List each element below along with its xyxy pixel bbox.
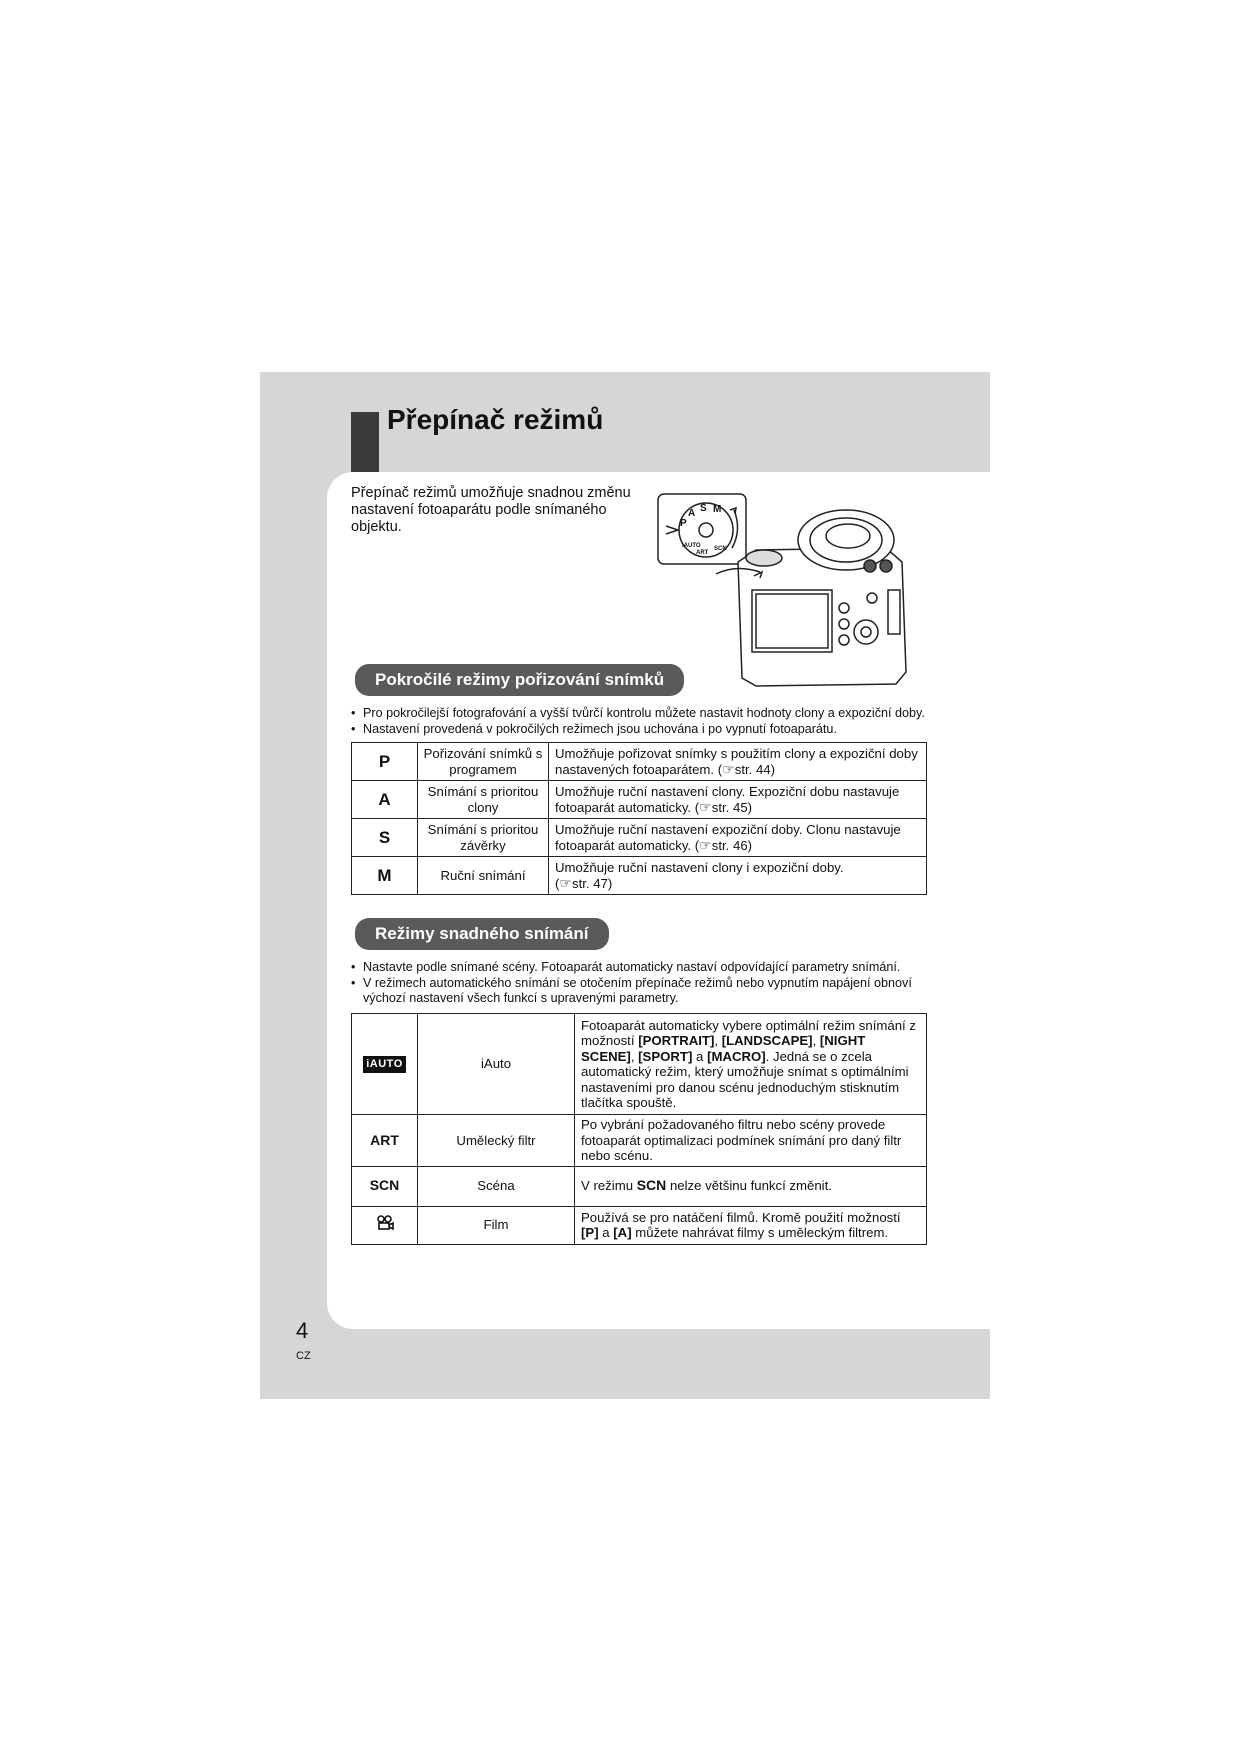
page-reference-icon: ☞ [699, 798, 712, 815]
mode-icon-s: S [352, 819, 418, 857]
easy-bullets [351, 960, 936, 1007]
mode-description: Po vybrání požadovaného filtru nebo scény provede fotoaparát optimalizaci podmínek snímání pro daný filtr nebo scénu. [575, 1115, 927, 1167]
easy-modes-table [351, 1013, 927, 1245]
mode-icon-a: A [352, 781, 418, 819]
table-row [352, 743, 927, 781]
section-heading-advanced: Pokročilé režimy pořizování snímků [355, 664, 684, 696]
art-icon: ART [370, 1131, 399, 1148]
mode-icon-cell [352, 1115, 418, 1167]
table-row [352, 1014, 927, 1115]
mode-description: Umožňuje pořizovat snímky s použitím clony a expoziční doby nastavených fotoaparátem. (☞str. 44) [549, 743, 927, 781]
dial-label-m: M [713, 504, 722, 515]
mode-icon-p: P [352, 743, 418, 781]
table-row [352, 819, 927, 857]
intro-text: Přepínač režimů umožňuje snadnou změnu nastavení fotoaparátu podle snímaného objektu. [351, 485, 631, 535]
mode-description: V režimu SCN nelze většinu funkcí změnit. [575, 1166, 927, 1206]
table-row [352, 781, 927, 819]
scn-icon: SCN [369, 1177, 400, 1194]
mode-name: Ruční snímání [418, 857, 549, 895]
iauto-icon: iAUTO [363, 1056, 406, 1074]
page-reference-icon: ☞ [699, 836, 712, 853]
mode-icon-cell [352, 1166, 418, 1206]
mode-description: Umožňuje ruční nastavení clony. Expoziční dobu nastavuje fotoaparát automaticky. (☞str. 45) [549, 781, 927, 819]
scn-icon: SCN [636, 1177, 667, 1194]
advanced-bullets [351, 706, 936, 737]
dial-label-s: S [700, 503, 707, 514]
table-row [352, 1206, 927, 1244]
table-row [352, 1115, 927, 1167]
page-reference-icon: ☞ [559, 874, 572, 891]
page-language: CZ [296, 1350, 311, 1362]
mode-description: Fotoaparát automaticky vybere optimální režim snímání z možností [PORTRAIT], [LANDSCAPE], [NIGHT SCENE], [SPORT] a [MACRO]. Jedná se o zcela automatický režim, který umožňuje snímat s optimálními nastaveními pro danou scénu jednoduchým stisknutím tlačítka spouště. [575, 1014, 927, 1115]
mode-name: Scéna [418, 1166, 575, 1206]
mode-description: Používá se pro natáčení filmů. Kromě použití možností [P] a [A] můžete nahrávat filmy s uměleckým filtrem. [575, 1206, 927, 1244]
dial-label-iauto: iAUTO [682, 543, 701, 549]
dial-label-art: ART [696, 550, 709, 556]
page-number: 4 [296, 1318, 309, 1343]
mode-description: Umožňuje ruční nastavení clony i expoziční doby. (☞str. 47) [549, 857, 927, 895]
movie-icon [376, 1215, 394, 1231]
page-reference-icon: ☞ [722, 760, 735, 777]
mode-name: Film [418, 1206, 575, 1244]
page-title: Přepínač režimů [387, 404, 604, 435]
table-row [352, 857, 927, 895]
bullet-item: • V režimech automatického snímání se otočením přepínače režimů nebo vypnutím napájení obnoví výchozí nastavení všech funkcí s upravenými parametry. [351, 976, 936, 1007]
mode-name: Snímání s prioritou clony [418, 781, 549, 819]
section-heading-easy: Režimy snadného snímání [355, 918, 609, 950]
mode-name: Snímání s prioritou závěrky [418, 819, 549, 857]
bullet-item: • Nastavte podle snímané scény. Fotoaparát automaticky nastaví odpovídající parametry snímání. [351, 960, 936, 976]
mode-description: Umožňuje ruční nastavení expoziční doby. Clonu nastavuje fotoaparát automaticky. (☞str. 46) [549, 819, 927, 857]
bullet-item: • Pro pokročilejší fotografování a vyšší tvůrčí kontrolu můžete nastavit hodnoty clony a expoziční doby. [351, 706, 936, 722]
bullet-item: • Nastavení provedená v pokročilých režimech jsou uchována i po vypnutí fotoaparátu. [351, 722, 936, 738]
mode-name: iAuto [418, 1014, 575, 1115]
table-row [352, 1166, 927, 1206]
mode-icon-cell [352, 1206, 418, 1244]
dial-label-scn: SCN [714, 546, 727, 552]
advanced-modes-table [351, 742, 927, 895]
mode-icon-cell [352, 1014, 418, 1115]
mode-icon-m: M [352, 857, 418, 895]
dial-label-p: P [680, 518, 687, 529]
mode-name: Pořizování snímků s programem [418, 743, 549, 781]
dial-label-a: A [688, 508, 696, 519]
mode-name: Umělecký filtr [418, 1115, 575, 1167]
title-accent-bar [351, 412, 379, 472]
camera-illustration [656, 492, 918, 690]
